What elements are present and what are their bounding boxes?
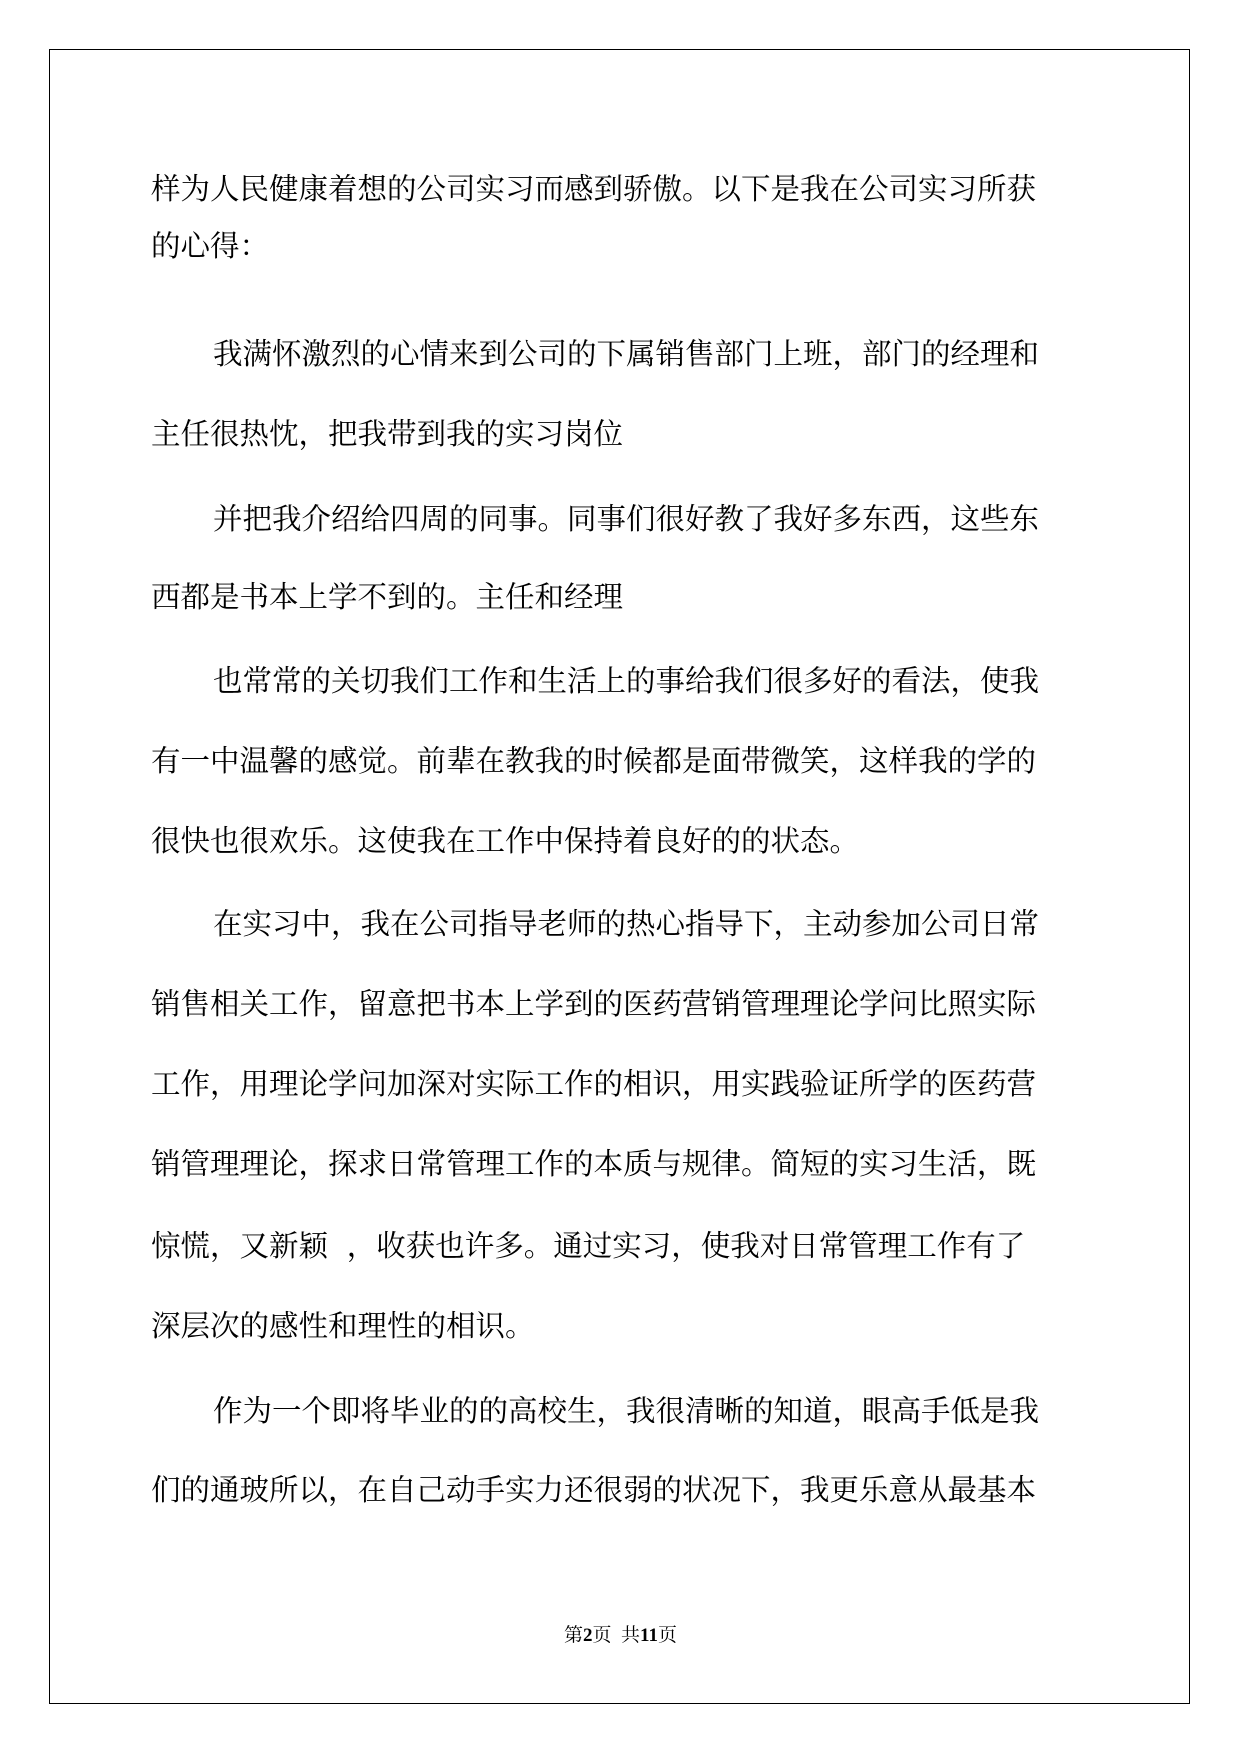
text-line: 销管理理论，探求日常管理工作的本质与规律。简短的实习生活，既: [151, 1147, 1037, 1181]
page-footer: [0, 1620, 1241, 1647]
text-line: 销售相关工作，留意把书本上学到的医药营销管理理论学问比照实际: [151, 987, 1037, 1021]
footer-mid: 页 共: [592, 1625, 641, 1646]
text-line: 作为一个即将毕业的的高校生，我很清晰的知道，眼高手低是我: [213, 1394, 1040, 1428]
total-page-number: 11: [640, 1625, 658, 1646]
text-line: 我满怀激烈的心情来到公司的下属销售部门上班，部门的经理和: [213, 337, 1040, 371]
footer-suffix: 页: [657, 1625, 677, 1646]
text-line: 主任很热忱，把我带到我的实习岗位: [151, 417, 624, 451]
text-line: 很快也很欢乐。这使我在工作中保持着良好的的状态。: [151, 824, 860, 858]
text-line: 也常常的关切我们工作和生活上的事给我们很多好的看法，使我: [213, 664, 1040, 698]
footer-prefix: 第: [564, 1625, 584, 1646]
text-line: 的心得：: [151, 229, 270, 263]
text-line: 工作，用理论学问加深对实际工作的相识，用实践验证所学的医药营: [151, 1067, 1037, 1101]
text-line: 并把我介绍给四周的同事。同事们很好教了我好多东西，这些东: [213, 502, 1040, 536]
text-line: 深层次的感性和理性的相识。: [151, 1309, 535, 1343]
text-line: 在实习中，我在公司指导老师的热心指导下，主动参加公司日常: [213, 907, 1040, 941]
text-line: 西都是书本上学不到的。主任和经理: [151, 580, 624, 614]
text-line: 们的通玻所以，在自己动手实力还很弱的状况下，我更乐意从最基本: [151, 1473, 1037, 1507]
page-border: [49, 49, 1190, 1704]
text-line: 有一中温馨的感觉。前辈在教我的时候都是面带微笑，这样我的学的: [151, 744, 1037, 778]
text-line: 样为人民健康着想的公司实习而感到骄傲。以下是我在公司实习所获: [151, 172, 1037, 206]
text-line: 惊慌，又新颖 ，收获也许多。通过实习，使我对日常管理工作有了: [151, 1229, 1026, 1263]
current-page-number: 2: [583, 1625, 593, 1646]
